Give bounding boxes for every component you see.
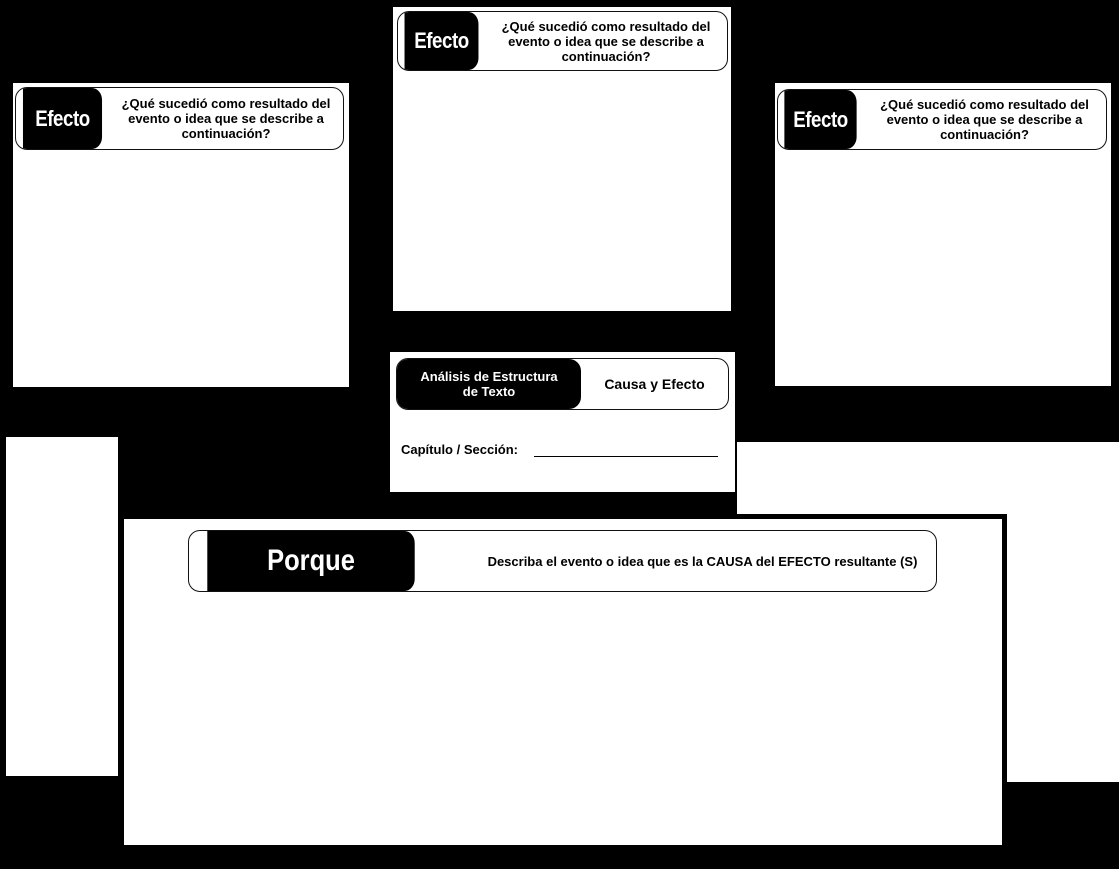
title-header: [396, 358, 729, 410]
effect-prompt-right: ¿Qué sucedió como resultado del evento o idea que se describe a continuación?: [880, 97, 1089, 142]
effect-prompt-center: ¿Qué sucedió como resultado del evento o idea que se describe a continuación?: [501, 18, 711, 64]
worksheet-subtitle: Causa y Efecto: [604, 376, 705, 392]
effect-answer-area-left[interactable]: [13, 153, 349, 387]
worksheet-title: Análisis de Estructura de Texto: [397, 359, 581, 409]
chapter-label: Capítulo / Sección:: [401, 442, 519, 457]
cause-header: [188, 530, 937, 592]
effect-header-center: [397, 11, 728, 71]
chapter-input[interactable]: [534, 444, 718, 457]
background-shape-left: [6, 437, 118, 776]
effect-prompt-left: ¿Qué sucedió como resultado del evento o idea que se describe a continuación?: [121, 96, 331, 141]
cause-panel: [119, 514, 1007, 845]
cause-answer-area[interactable]: [124, 599, 1002, 845]
effect-header-left: [15, 87, 344, 150]
effect-label-left: Efecto: [23, 88, 102, 149]
effect-panel-left: [13, 83, 349, 387]
effect-panel-right: [775, 83, 1111, 386]
cause-prompt: Describa el evento o idea que es la CAUSA del EFECTO resultante (S): [487, 553, 918, 569]
chapter-row: [401, 442, 718, 457]
effect-label-center: Efecto: [405, 12, 479, 70]
title-card: [390, 352, 735, 492]
effect-header-right: [777, 89, 1107, 150]
effect-panel-center: [393, 7, 731, 311]
effect-label-right: Efecto: [784, 90, 856, 149]
cause-label: Porque: [207, 531, 414, 591]
effect-answer-area-center[interactable]: [393, 75, 731, 311]
effect-answer-area-right[interactable]: [775, 153, 1111, 386]
